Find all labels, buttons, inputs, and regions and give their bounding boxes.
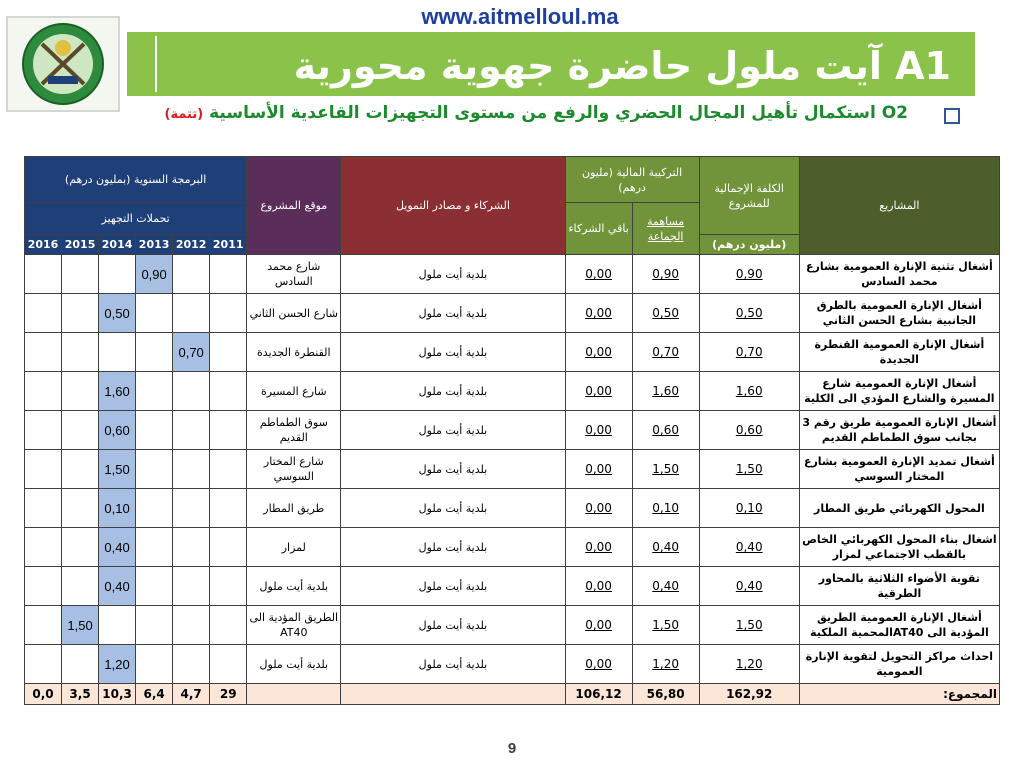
year-cell [210,411,247,450]
year-cell [25,255,62,294]
year-cell [25,333,62,372]
year-cell [173,606,210,645]
year-cell [62,489,99,528]
total-commune: 56,80 [632,684,699,705]
year-cell [62,372,99,411]
year-cell: 0,90 [136,255,173,294]
commune-contribution-cell: 0,60 [632,411,699,450]
table-row [25,294,1000,333]
total-cost-cell: 0,40 [699,567,799,606]
total-year-cell: 6,4 [136,684,173,705]
total-empty-cell [341,684,565,705]
partners-rest-cell: 0,00 [565,567,632,606]
year-cell [136,294,173,333]
year-cell [210,333,247,372]
commune-contribution-cell: 0,50 [632,294,699,333]
partners-rest-cell: 0,00 [565,372,632,411]
year-cell [173,255,210,294]
total-cost-cell: 1,60 [699,372,799,411]
total-cost-cell: 0,90 [699,255,799,294]
financial-header: التركيبة المالية (مليون درهم) [565,157,699,203]
project-name-cell: أشغال الإنارة العمومية طريق رقم 3 بجانب سوق الطماطم القديم [799,411,999,450]
year-cell [136,450,173,489]
location-cell: القنطرة الجديدة [247,333,341,372]
location-cell: لمزار [247,528,341,567]
year-cell: 1,50 [62,606,99,645]
funding-cell: بلدية أيت ملول [341,294,565,333]
total-partners: 106,12 [565,684,632,705]
partners-rest-cell: 0,00 [565,645,632,684]
year-cell [62,294,99,333]
year-cell: 0,70 [173,333,210,372]
total-year-cell: 3,5 [62,684,99,705]
emblem-icon [8,18,118,110]
table-row [25,333,1000,372]
partners-sources-header: الشركاء و مصادر التمويل [341,157,565,255]
commune-contribution-cell: 0,40 [632,567,699,606]
year-cell [62,450,99,489]
funding-cell: بلدية أيت ملول [341,450,565,489]
location-cell: شارع المسيرة [247,372,341,411]
project-name-cell: تقوية الأضواء الثلاثية بالمحاور الطرقية [799,567,999,606]
year-cell: 0,40 [99,567,136,606]
commune-contribution-header: مساهمة الجماعة [632,203,699,255]
year-cell [25,645,62,684]
year-cell [210,528,247,567]
location-cell: شارع الحسن الثاني [247,294,341,333]
year-cell [136,645,173,684]
year-header: 2011 [210,235,247,255]
year-header: 2013 [136,235,173,255]
total-cost-header: الكلفة الإجمالية للمشروع [699,157,799,235]
project-name-cell: اشغال بناء المحول الكهربائي الخاص بالقطب الاجتماعي لمزار [799,528,999,567]
commune-contribution-cell: 1,50 [632,606,699,645]
website-url[interactable]: www.aitmelloul.ma [421,4,619,29]
commune-contribution-cell: 0,40 [632,528,699,567]
project-name-cell: أشغال الإنارة العمومية الطريق المؤدية الى AT40المحمية الملكية [799,606,999,645]
total-cost-cell: 1,20 [699,645,799,684]
table-row [25,528,1000,567]
year-cell [210,489,247,528]
year-cell [173,567,210,606]
commitments-header: تحملات التجهيز [25,203,247,235]
location-cell: بلدية أيت ملول [247,645,341,684]
year-cell [136,411,173,450]
partners-rest-cell: 0,00 [565,411,632,450]
project-name-cell: أشغال الإنارة العمومية بالطرق الجانبية بشارع الحسن الثاني [799,294,999,333]
total-cost: 162,92 [699,684,799,705]
year-cell [25,372,62,411]
year-header: 2012 [173,235,210,255]
year-cell [136,606,173,645]
objective-text: O2 استكمال تأهيل المجال الحضري والرفع من مستوى التجهيزات القاعدية الأساسية [209,103,908,123]
total-cost-cell: 1,50 [699,606,799,645]
year-cell [173,450,210,489]
year-cell [25,528,62,567]
objective-subtitle [165,103,908,123]
table-row [25,645,1000,684]
funding-cell: بلدية أيت ملول [341,411,565,450]
year-cell [99,333,136,372]
total-cost-cell: 0,70 [699,333,799,372]
year-cell [210,255,247,294]
year-cell [210,645,247,684]
title-banner [127,32,975,96]
year-cell [136,333,173,372]
partners-rest-cell: 0,00 [565,450,632,489]
table-row [25,489,1000,528]
funding-cell: بلدية أيت ملول [341,606,565,645]
total-cost-cell: 1,50 [699,450,799,489]
year-cell [62,255,99,294]
year-cell [136,489,173,528]
partners-rest-cell: 0,00 [565,333,632,372]
year-header: 2014 [99,235,136,255]
location-cell: بلدية أيت ملول [247,567,341,606]
year-cell: 1,20 [99,645,136,684]
total-cost-unit: (مليون درهم) [699,235,799,255]
funding-cell: بلدية أيت ملول [341,645,565,684]
table-row [25,606,1000,645]
location-cell: سوق الطماطم القديم [247,411,341,450]
year-cell [173,528,210,567]
partners-rest-cell: 0,00 [565,528,632,567]
year-cell [62,333,99,372]
year-cell: 0,60 [99,411,136,450]
year-cell [136,528,173,567]
year-cell [210,294,247,333]
funding-cell: بلدية أيت ملول [341,255,565,294]
partners-rest-cell: 0,00 [565,489,632,528]
year-cell [25,411,62,450]
commune-contribution-cell: 1,50 [632,450,699,489]
total-year-cell: 10,3 [99,684,136,705]
annual-programming-header: البرمجة السنوية (بمليون درهم) [25,157,247,203]
table-row [25,450,1000,489]
year-cell [173,372,210,411]
project-name-cell: احداث مراكز التحويل لتقوية الإنارة العمومية [799,645,999,684]
year-cell: 1,50 [99,450,136,489]
year-cell [25,450,62,489]
total-year-cell: 4,7 [173,684,210,705]
table-row [25,567,1000,606]
year-cell [25,294,62,333]
table-row [25,255,1000,294]
year-cell [210,372,247,411]
project-name-cell: أشغال تمديد الإنارة العمومية بشارع المختار السوسي [799,450,999,489]
total-cost-cell: 0,40 [699,528,799,567]
year-cell [136,372,173,411]
commune-contribution-cell: 1,20 [632,645,699,684]
location-cell: شارع محمد السادس [247,255,341,294]
location-cell: طريق المطار [247,489,341,528]
year-cell [210,450,247,489]
year-cell [99,255,136,294]
year-cell: 0,50 [99,294,136,333]
title-banner-inner [155,36,975,92]
projects-header: المشاريع [799,157,999,255]
projects-table [24,156,1000,705]
year-cell: 0,40 [99,528,136,567]
partners-rest-cell: 0,00 [565,255,632,294]
year-cell [173,489,210,528]
year-cell [136,567,173,606]
total-cost-cell: 0,50 [699,294,799,333]
partners-rest-cell: 0,00 [565,294,632,333]
partners-rest-cell: 0,00 [565,606,632,645]
project-name-cell: أشغال الإنارة العمومية شارع المسيرة والشارع المؤدي الى الكلية [799,372,999,411]
year-cell: 0,10 [99,489,136,528]
funding-cell: بلدية أيت ملول [341,567,565,606]
table-body [25,255,1000,684]
year-header: 2016 [25,235,62,255]
partners-rest-header: باقي الشركاء [565,203,632,255]
commune-contribution-cell: 0,10 [632,489,699,528]
total-label: المجموع: [799,684,999,705]
funding-cell: بلدية أيت ملول [341,333,565,372]
page-number: 9 [507,740,517,757]
total-empty-cell [247,684,341,705]
municipality-logo [6,16,120,112]
year-cell [25,606,62,645]
funding-cell: بلدية أيت ملول [341,372,565,411]
year-cell [62,528,99,567]
totals-row [25,684,1000,705]
year-cell: 1,60 [99,372,136,411]
year-cell [173,294,210,333]
location-cell: الطريق المؤدية الى AT40 [247,606,341,645]
year-cell [62,411,99,450]
page-title: A1 آيت ملول حاضرة جهوية محورية [293,44,951,88]
year-cell [62,645,99,684]
commune-contribution-cell: 0,70 [632,333,699,372]
total-cost-cell: 0,60 [699,411,799,450]
year-cell [99,606,136,645]
table-row [25,372,1000,411]
location-header: موقع المشروع [247,157,341,255]
checkbox-bullet-icon [944,108,960,124]
project-name-cell: أشغال تثنية الإنارة العمومية بشارع محمد السادس [799,255,999,294]
year-cell [210,606,247,645]
project-name-cell: أشغال الإنارة العمومية القنطرة الجديدة [799,333,999,372]
funding-cell: بلدية أيت ملول [341,489,565,528]
year-cell [25,567,62,606]
total-year-cell: 0,0 [25,684,62,705]
year-cell [25,489,62,528]
total-cost-cell: 0,10 [699,489,799,528]
year-cell [173,411,210,450]
commune-contribution-cell: 0,90 [632,255,699,294]
funding-cell: بلدية أيت ملول [341,528,565,567]
total-year-cell: 29 [210,684,247,705]
year-header: 2015 [62,235,99,255]
commune-contribution-cell: 1,60 [632,372,699,411]
project-name-cell: المحول الكهربائي طريق المطار [799,489,999,528]
year-cell [173,645,210,684]
table-row [25,411,1000,450]
year-cell [62,567,99,606]
continuation-label: (تتمة) [164,107,204,122]
location-cell: شارع المختار السوسي [247,450,341,489]
year-cell [210,567,247,606]
